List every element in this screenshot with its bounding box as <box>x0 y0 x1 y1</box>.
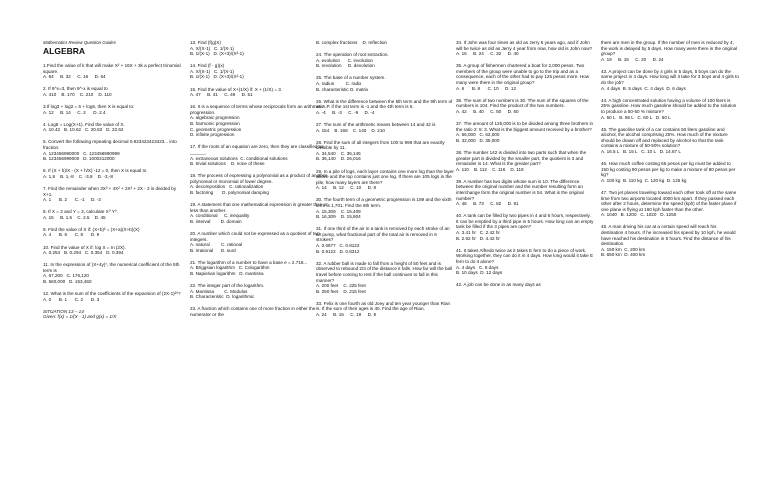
answer-options: B. 0.9122 D. 0.8312 <box>316 248 360 254</box>
answer-options: A. 150 km C. 200 km <box>601 246 646 252</box>
answer-options: B. 1/(X-1) D. (X+3)/(X²-1) <box>190 51 244 57</box>
question-item <box>601 190 739 218</box>
answer-options: A. radius C. radix <box>316 80 362 86</box>
answer-options: A. 15,309 C. 15,409 <box>316 208 361 214</box>
question-text: 15. Find the value of X+(1/X) if: X + (1/X) = 3. <box>190 86 283 92</box>
answer-options: A. extraneous solutions C. conditional solutions <box>190 155 288 161</box>
question-text: 2. If 9^x=3, then 9^-x is equal to <box>43 86 108 92</box>
column-1 <box>43 40 181 327</box>
question-item <box>190 63 328 80</box>
question-item <box>456 282 594 288</box>
answer-options: A. 24 B. 15 C. 19 D. 9 <box>316 311 377 317</box>
question-item <box>316 122 454 133</box>
question-item <box>456 121 594 143</box>
question-item <box>456 40 594 57</box>
question-text: 31. If one third of the air in a tank is removed by each stroke of an air pump, what fractional part of the total air is removed in 6 strokes? <box>316 226 450 243</box>
question-text: 11. In the expression of (X+4y)⁷, the numerical coefficient of the 5th term is <box>43 262 180 273</box>
question-item <box>190 104 328 138</box>
question-text: 36. The sum of two numbers is 30. The sum of the squares of the numbers is 104. Find the product of the two numbers. <box>456 97 589 109</box>
answer-options: A. 0 B. 1 C. 2 D. 3 <box>43 296 100 302</box>
question-text: 20. A number which could not be expressed as a quotient of two integers. <box>190 230 320 242</box>
question-text: 39. A number has two digits whose sum is 10. The difference between the original number and the number resulting form an interchange form the original number is 54. What is the original number? <box>456 178 584 201</box>
question-text: 40. A tank can be filled by two pipes in 4 and 6 hours, respectively. It can be emptied by a third pipe in 5 hours. How long can an empty tank be filled if the 3 pipes are open? <box>456 213 594 230</box>
question-item <box>601 224 739 258</box>
question-text: 5. Convert the following repeating decimal 0.923423423423... into fraction. <box>43 139 177 150</box>
question-item <box>456 150 594 172</box>
answer-options: A. 123456990000 C. 123456990999 <box>43 150 120 156</box>
question-text: 8. If X = 2 and Y = 3, calculate X⁰ Y⁰. <box>43 209 118 215</box>
question-text: 22. The integer part of the logarithm. <box>190 283 265 289</box>
question-item <box>43 139 181 161</box>
question-text: 24. The operation of root extraction. <box>316 52 389 58</box>
question-item <box>190 260 328 277</box>
answer-options: A. Briggsian logarithm C. Cologarithm <box>190 265 270 271</box>
question-item <box>316 52 454 69</box>
answer-options: B. trivial solutions D. none of these <box>190 161 265 167</box>
question-text: 37. The amount of 125,000 is to be divided among three brothers in the ratio 2: 5: 3. What is the biggest amount received by a brother? <box>456 121 594 132</box>
question-item <box>456 213 594 241</box>
question-text: 42. A job can be done in as many days as <box>456 282 541 288</box>
answer-options: A. 6 B. 8 C. 10 D. 12 <box>456 85 516 91</box>
question-text: 9. Find the value of X if: (X+b)² = (X+a)(X+b)(X) <box>43 226 140 232</box>
question-item <box>43 104 181 115</box>
answer-options: B. 35,140 D. 26,016 <box>316 156 361 162</box>
answer-options: A. 50 L B. 55 L C. 60 L D. 60 L <box>601 114 671 120</box>
question-item <box>601 127 739 155</box>
answer-options: B. harmonic progression <box>190 121 240 127</box>
answer-options: Given: f(x) = 1/(X - 1) and g(x) = 1/X <box>43 314 117 320</box>
question-text: 25. The base of a number system. <box>316 75 386 81</box>
answer-options: B. irrational D. surd <box>190 247 236 253</box>
answer-options: A. 4 days B. 5 days C. 4 days D. 6 days <box>601 85 686 91</box>
answer-options: A. 4 days C. 8 days <box>456 264 499 270</box>
answer-options: A. 1040 B. 1200 C. 1020 D. 1250 <box>601 212 677 218</box>
question-text: 34. If John was four times as old as Jerry 6 years ago, and if John will be twice as old as Jerry 4 year from now, how old is John now? <box>456 40 593 51</box>
page-title: ALGEBRA <box>43 46 86 56</box>
question-item <box>316 261 454 295</box>
question-item <box>601 40 739 62</box>
answer-options: A. 34,540 C. 35,145 <box>316 150 361 156</box>
question-text: 16. It is a sequence of terms whose reciprocals form an arithmetic progression. <box>190 104 324 115</box>
answer-options: A. 200 feet C. 225 feet <box>316 283 366 289</box>
question-text: 48. A man driving his car at a certain speed will reach his destination 4 hours. If he increased his speed by 10 kph, he would have reached his destination in 5 hours. Find the distance of his destination. <box>601 224 736 247</box>
question-text: 47. Two jet planes traveling toward each other took off at the same time from two airports located 4000 km apart. If they passed each other after 2 hours, determine the speed (kph) of the faster plane if one plane is flying at 160 kph faster than the other. <box>601 189 737 212</box>
answer-options: A. 42 B. 40 C. 50 D. 50 <box>456 108 519 114</box>
answer-options: A. 410 B. 170 C. 210 D. 110 <box>43 91 112 97</box>
answer-options: A. 1,8 B. 1,-8 C. -3,8 D. -3,-8 <box>43 173 113 179</box>
answer-options: A. 100 kg B. 110 kg C. 120 kg D. 125 kg <box>601 177 687 183</box>
answer-options: A. 67,200 C. 176,120 <box>43 273 89 279</box>
answer-options: A. decomposition C. rationalization <box>190 184 264 190</box>
question-item <box>43 186 181 203</box>
answer-options: B. 250 feet D. 215 feet <box>316 288 366 294</box>
answer-options: A. X/(X-1) C. 1/(X-1) <box>190 45 234 51</box>
question-text: 6. If (X + h)/X - (X + h/X) -12 = 0, then X is equal to <box>43 168 147 174</box>
answer-options: B. 16,309 D. 15,904 <box>316 214 361 220</box>
answer-options: A. 46 B. 73 C. 82 D. 91 <box>456 201 519 207</box>
question-item <box>456 63 594 91</box>
question-item <box>456 98 594 115</box>
answer-options: B. 650 km D. 400 km <box>601 252 646 258</box>
answer-options: A. 12 B. 14 C. 2 D. 2.4 <box>43 109 106 115</box>
question-item <box>190 202 328 224</box>
question-item <box>190 283 328 300</box>
answer-options: A. 4 B. 6 C. 8 D. 9 <box>43 232 100 238</box>
answer-options: A. X/(X-1) C. 1/(X-1) <box>190 68 234 74</box>
answer-options: A. 0.254 B. 0.294 C. 0.354 D. 0.394 <box>43 250 124 256</box>
question-text: 33. Felix is one fourth as old Joey and ten year younger than Rian is. If the sum of their ages is 40. Find the age of Rian. <box>316 300 451 312</box>
question-item <box>316 226 454 254</box>
question-item <box>190 144 328 166</box>
answer-options: A. 47 B. 41 C. 49 D. 51 <box>190 92 253 98</box>
question-text: 29. In a pile of logs, each layer contains one more log than the layer above and the top contains just one log. If there are 105 logs in the pile, how many layers are there? <box>316 168 454 185</box>
answer-options: B. characteristic D. matrix <box>316 86 369 92</box>
question-item <box>601 69 739 91</box>
question-item <box>190 173 328 195</box>
answer-options: B. 560,000 D. 153,460 <box>43 279 92 285</box>
answer-options: A. 14 B. 12 C. 10 D. 8 <box>316 185 377 191</box>
question-text: 32. A rubber ball is made to fall from a height of 50 feet and is observed to rebound 2/3 of the distance it falls. How far will the ball travel before coming to rest if the ball continues to fall in this manner? <box>316 260 453 283</box>
question-item <box>456 248 594 276</box>
answer-options: A. 64 B. 32 C. 16 D. 64 <box>43 74 106 80</box>
answer-options: A. natural C. rational <box>190 242 243 248</box>
answer-options: A. Mantissa C. Modulus <box>190 288 248 294</box>
question-item <box>190 306 328 317</box>
question-text: 30. The fourth term of a geometric progression is 189 and the sixth term is 1,701. Find the 8th term. <box>316 197 452 208</box>
answer-options: B. 123456999000 D. 1000212000 <box>43 156 115 162</box>
question-text: 41. It takes Alfredo twice as it takes E fern to do a piece of work. Working together, they can do it in 4 days. How long would it take E fern to do it alone? <box>456 247 594 264</box>
question-item <box>316 99 454 116</box>
question-text: there are men in the group. If the number of men is reduced by 4, the work is delayed by 5 days. How many were there in the original group? <box>601 40 738 57</box>
question-item <box>190 40 328 57</box>
question-item <box>316 301 454 318</box>
question-item <box>43 168 181 179</box>
answer-options: B. Napierian logarithm D. mantissa <box>190 271 264 276</box>
answer-options: A. 15 B. 1.5 C. 2.5 D. 45 <box>43 214 106 220</box>
question-text: SITUATION 13 – 14 <box>43 308 84 314</box>
question-text: 1.Find the value of k that will make X² + 16X + 3k a perfect trinomial square. <box>43 63 181 74</box>
answer-options: A. evolution C. involution <box>316 57 373 63</box>
question-item <box>190 87 328 98</box>
answer-options: A. 16.5 L B. 15 L C. 10 L D. 14.87 L <box>601 149 681 154</box>
question-item <box>316 40 454 46</box>
question-text: 18. The process of expressing a polynomial as a product of another polynomial or monomial of lower degree. <box>190 173 328 184</box>
question-item <box>601 161 739 183</box>
question-text: 3.If log3 + log2 = 6 + log6, then X is equal to: <box>43 103 135 109</box>
answer-options: A. 56,000 C. 62,000 <box>456 132 500 138</box>
answer-options: B. 1/(X-1) D. (X+3)/(X²-1) <box>190 74 244 80</box>
column-4 <box>456 40 594 294</box>
answer-options: B. interval D. domain <box>190 218 242 224</box>
question-item <box>43 291 181 302</box>
answer-options: A. 10.42 B. 10.62 C. 20.82 D. 22.62 <box>43 127 124 133</box>
question-item <box>43 245 181 256</box>
question-item <box>43 262 181 284</box>
question-item <box>316 140 454 162</box>
answer-options: A. 1 B. 2 C. -1 D. -2 <box>43 197 101 203</box>
question-text: 4. Log8 = Log(X+1). Find the value of X. <box>43 121 125 127</box>
question-item <box>316 197 454 219</box>
answer-options: A. 0.0877 C. 0.8122 <box>316 243 360 249</box>
answer-options: A. 3.41 hr C. 2.42 hr <box>456 230 500 236</box>
question-text: 19. A statement that one mathematical expression is greater than or less than another. <box>190 202 328 213</box>
question-text: 45. The gasoline tank of a car contains 50 liters gasoline and alcohol, the alcohol comprising 25%. How much of the mixture should be drawn off and replaced by alcohol so that the tank contains a mixture of 50-50% solution? <box>601 126 728 149</box>
question-text: 21. The logarithm of a number to have a base e = 2.718... <box>190 259 308 265</box>
question-text: 23. A fraction which contains one of more fraction in either the numerator or the <box>190 306 316 317</box>
answer-options: B. complex fractions D. reflection <box>316 40 387 45</box>
question-text: 26. What is the difference between the 5th term and the 9th term of an A.P. if the 1st term is -1 and the 4th term is 5. <box>316 98 453 110</box>
answer-options: D. infinite progression <box>190 132 235 138</box>
question-item <box>43 309 181 320</box>
column-3 <box>316 40 454 324</box>
question-text: 10. Find the value of X if: log X = In (2X). <box>43 244 126 250</box>
question-item <box>43 227 181 238</box>
answer-options: A. 110 B. 112 C. 116 D. 119 <box>456 166 524 172</box>
answer-options: B. 2.92 hr D. 4.42 hr <box>456 235 500 241</box>
answer-options: A. -4 B. -3 C. -9 D. -4 <box>316 109 375 115</box>
answer-options: B. factoring D. polynomial damping <box>190 189 269 195</box>
answer-options: B. 32,000 D. 35,000 <box>456 137 500 143</box>
answer-options: B. Characteristic D. logarithmic <box>190 294 255 300</box>
question-text: 46. How much coffee costing 65 pesos per kg must be added to 150 kg costing 90 pesos per kg to make a mixture of 80 pesos per kg? <box>601 161 736 178</box>
question-text: 12. What is the sum of the coefficients of the expansion of (2X-1)²⁰? <box>43 291 181 297</box>
question-item <box>43 86 181 97</box>
answer-options: B. 10 days D. 12 days <box>456 270 503 276</box>
column-2 <box>190 40 328 324</box>
answer-options: A. algebraic progression <box>190 115 240 121</box>
question-item <box>316 75 454 92</box>
question-item <box>43 63 181 80</box>
question-text: 44. A high concentrated solution having a volume of 100 liters is 25% gasoline. How much gasoline should be added to the solution to produce a 50-50 % mixture? <box>601 97 737 114</box>
question-item <box>456 179 594 207</box>
question-text: 7. Find the remainder when 3X³ + 4X² + 2X³ + 2X - 2 is divided by X+1. <box>43 185 177 197</box>
question-text: 35. A group of fishermen chartered a boat for 2,000 pesos. Two members of the group were unable to go to the trip and as a consequence, each of the other had to pay 125 pesos more. How many were there in the original group? <box>456 63 590 86</box>
question-text: 27. The sum of the arithmetic means between 14 and 42 is <box>316 121 436 127</box>
question-text: 17. If the roots of an equation are zero, then they are classified as ______. <box>190 144 324 155</box>
question-item <box>601 98 739 120</box>
question-item <box>190 231 328 253</box>
answer-options: A. conditional C. inequality <box>190 213 250 219</box>
guide-header: Mathematics Review Question Guides <box>43 40 116 45</box>
answer-options: A. 19 B. 16 C. 20 D. 24 <box>601 56 664 62</box>
answer-options: A. 154 B. 168 C. 140 D. 210 <box>316 127 385 133</box>
question-text: 28. Find the sum of all integers from 100 to 999 that are exactly divisible by 11. <box>316 139 445 151</box>
answer-options: C. geometric progression <box>190 126 242 132</box>
question-text: 13. Find (f(g)X) <box>190 40 221 45</box>
answer-options: A. 16 B. 24 C. 32 D. 40 <box>456 51 519 57</box>
column-5 <box>601 40 739 265</box>
question-item <box>316 169 454 191</box>
question-text: 14. Find (f · g)(x) <box>190 63 225 69</box>
question-text: 43. A project can be done by 4 girls in 5 days, 5 boys can do the same project in 4 days. How long will it take for 3 boys and 4 girls to do the job? <box>601 68 739 86</box>
question-item <box>43 122 181 133</box>
answer-options: B. revolution D. devolution <box>316 63 375 69</box>
question-text: 38. The number 142 is divided into two parts such that when the greater part is divided by the smaller part, the quotient is 3 and remainder is 14. What is the greater part? <box>456 149 587 167</box>
question-item <box>43 209 181 220</box>
